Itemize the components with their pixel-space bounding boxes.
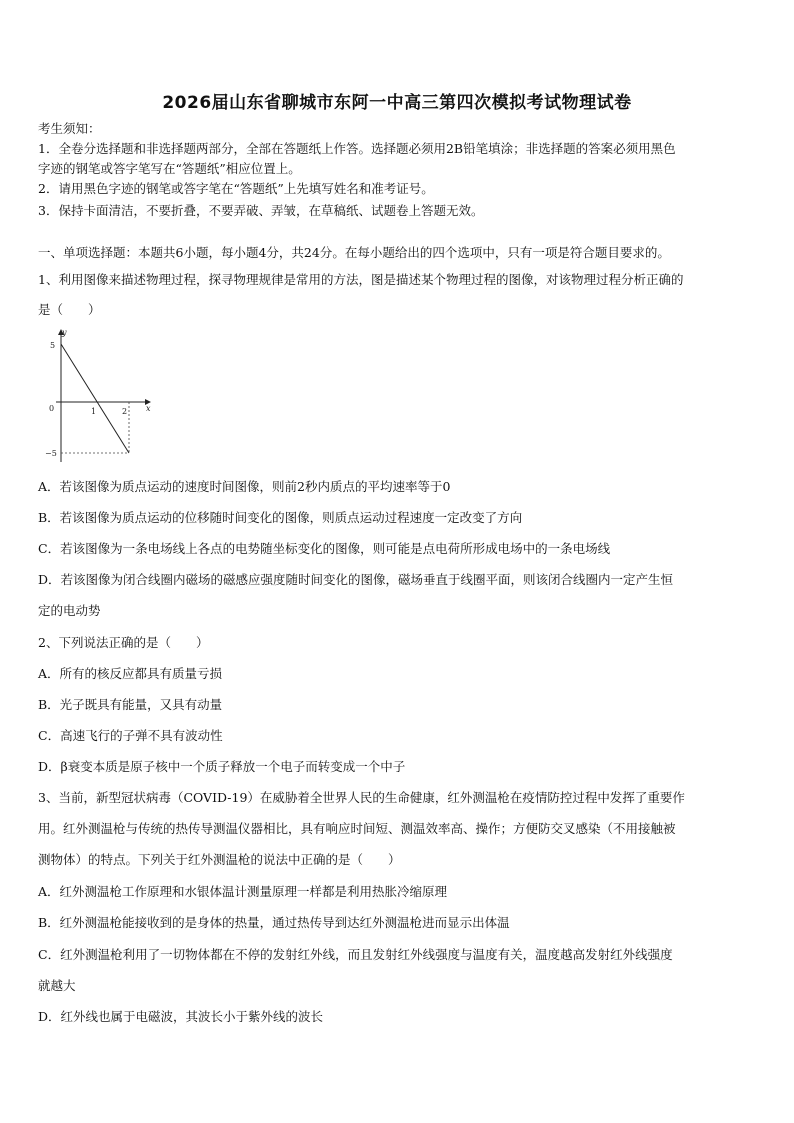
notice-item-1: 1．全卷分选择题和非选择题两部分，全部在答题纸上作答。选择题必须用2B铅笔填涂；非选择题的答案必须用黑色: [38, 141, 676, 156]
q3-option-c-line2: 就越大: [38, 978, 76, 993]
q3-option-d: D．红外线也属于电磁波，其波长小于紫外线的波长: [38, 1009, 324, 1024]
q2-option-d: D．β衰变本质是原子核中一个质子释放一个电子而转变成一个中子: [38, 759, 406, 774]
section-heading: 一、单项选择题：本题共6小题，每小题4分，共24分。在每小题给出的四个选项中，只有一项是符合题目要求的。: [38, 245, 670, 260]
q1-option-c: C．若该图像为一条电场线上各点的电势随坐标变化的图像，则可能是点电荷所形成电场中的一条电场线: [38, 541, 611, 556]
y-axis-label: y: [62, 328, 67, 337]
q2-option-c: C．高速飞行的子弹不具有波动性: [38, 728, 223, 743]
q1-option-b: B．若该图像为质点运动的位移随时间变化的图像，则质点运动过程速度一定改变了方向: [38, 510, 523, 525]
q1-option-a: A．若该图像为质点运动的速度时间图像，则前2秒内质点的平均速率等于0: [38, 479, 451, 494]
x-tick-1: 1: [91, 407, 97, 416]
q1-stem-line2: 是（ ）: [38, 302, 101, 317]
q3-option-a: A．红外测温枪工作原理和水银体温计测量原理一样都是利用热胀冷缩原理: [38, 884, 448, 899]
notice-heading: 考生须知：: [38, 121, 101, 136]
q3-option-b: B．红外测温枪能接收到的是身体的热量，通过热传导到达红外测温枪进而显示出体温: [38, 915, 510, 930]
exam-title: 2026届山东省聊城市东阿一中高三第四次模拟考试物理试卷: [162, 93, 632, 113]
y-tick-5: 5: [50, 341, 56, 350]
q2-option-b: B．光子既具有能量，又具有动量: [38, 697, 223, 712]
x-tick-2: 2: [122, 407, 128, 416]
q3-stem-line3: 测物体）的特点。下列关于红外测温枪的说法中正确的是（ ）: [38, 852, 401, 867]
notice-item-1-cont: 字迹的钢笔或答字笔写在“答题纸”相应位置上。: [38, 161, 301, 176]
q3-option-c-line1: C．红外测温枪利用了一切物体都在不停的发射红外线，而且发射红外线强度与温度有关，温度越高发射红外线强度: [38, 947, 673, 962]
q2-option-a: A．所有的核反应都具有质量亏损: [38, 666, 223, 681]
notice-item-3: 3．保持卡面清洁，不要折叠，不要弄破、弄皱，在草稿纸、试题卷上答题无效。: [38, 203, 484, 218]
x-axis-label: x: [146, 404, 151, 413]
y-tick-minus5: −5: [45, 449, 57, 458]
q1-option-d-line1: D．若该图像为闭合线圈内磁场的磁感应强度随时间变化的图像，磁场垂直于线圈平面，则该闭合线圈内一定产生恒: [38, 572, 674, 587]
q3-stem-line2: 用。红外测温枪与传统的热传导测温仪器相比，具有响应时间短、测温效率高、操作；方便防交叉感染（不用接触被: [38, 821, 676, 836]
q1-option-d-line2: 定的电动势: [38, 603, 101, 618]
q2-stem: 2、下列说法正确的是（ ）: [38, 635, 209, 650]
notice-item-2: 2．请用黑色字迹的钢笔或答字笔在“答题纸”上先填写姓名和准考证号。: [38, 181, 434, 196]
q3-stem-line1: 3、当前，新型冠状病毒（COVID-19）在威胁着全世界人民的生命健康，红外测温枪在疫情防控过程中发挥了重要作: [38, 790, 685, 805]
origin-label: 0: [49, 404, 55, 413]
q1-graph: [40, 322, 160, 464]
graph-line: [61, 344, 129, 453]
q1-stem-line1: 1、利用图像来描述物理过程，探寻物理规律是常用的方法，图是描述某个物理过程的图像，对该物理过程分析正确的: [38, 272, 684, 287]
